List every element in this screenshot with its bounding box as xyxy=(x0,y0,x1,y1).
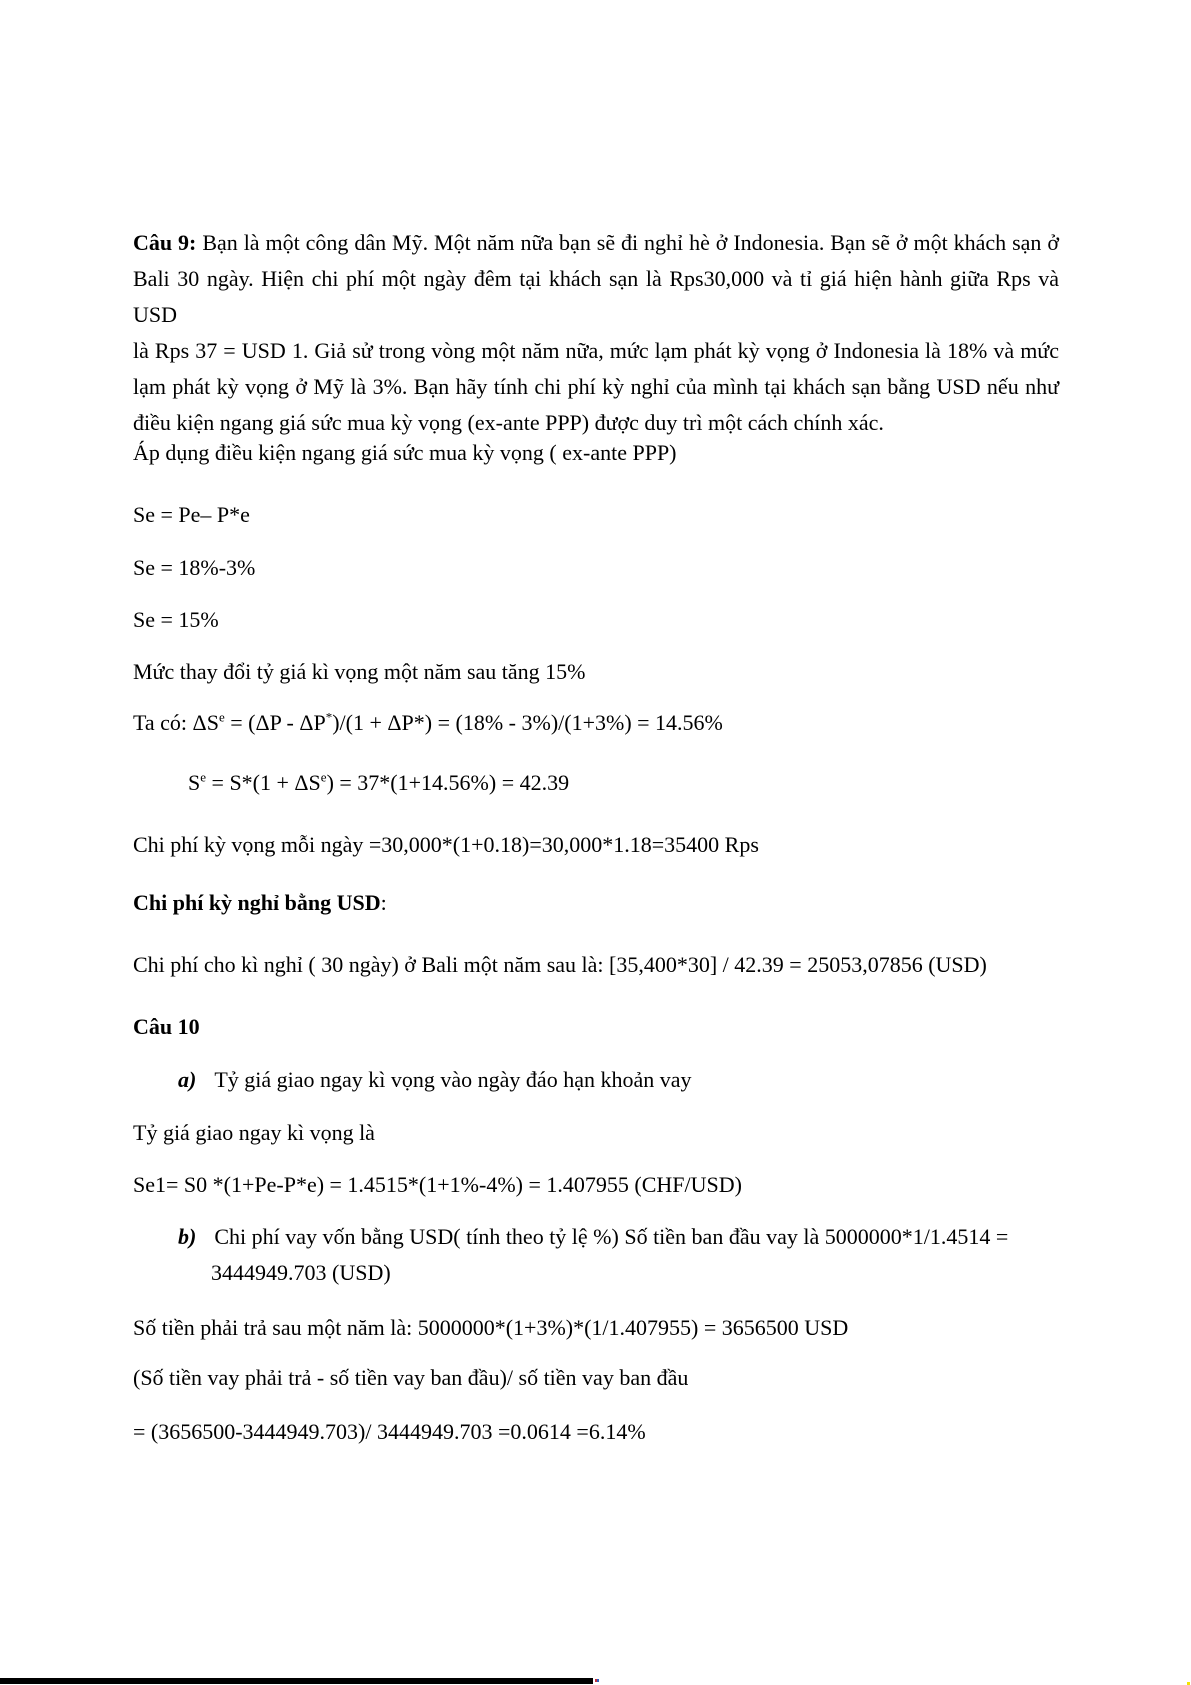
repayment-amount-line: Số tiền phải trả sau một năm là: 5000000*(1+3%)*(1/1.407955) = 3656500 USD xyxy=(133,1315,849,1340)
usd-cost-heading: Chi phí kỳ nghỉ bằng USD: xyxy=(133,890,387,915)
question-10-label: Câu 10 xyxy=(133,1014,200,1039)
item-a-marker: a) xyxy=(178,1067,197,1092)
question-9-line-5: điều kiện ngang giá sức mua kỳ vọng (ex-ante PPP) được duy trì một cách chính xác. xyxy=(133,410,884,435)
item-b-block xyxy=(133,1219,1059,1291)
superscript-e: e xyxy=(218,709,225,725)
se-formula-line-1: Se = Pe– P*e xyxy=(133,502,250,527)
question-9-label: Câu 9: xyxy=(133,230,197,255)
bottom-black-bar xyxy=(0,1678,593,1684)
expected-daily-cost-line: Chi phí kỳ vọng mỗi ngày =30,000*(1+0.18)=30,000*1.18=35400 Rps xyxy=(133,832,759,857)
exchange-rate-change-line: Mức thay đổi tỷ giá kì vọng một năm sau tăng 15% xyxy=(133,659,586,684)
se-formula-line-3: Se = 15% xyxy=(133,607,219,632)
blue-mark xyxy=(597,1679,599,1682)
item-b-marker: b) xyxy=(178,1224,197,1249)
item-b-line-2: 3444949.703 (USD) xyxy=(211,1260,391,1285)
item-a-line: a) Tỷ giá giao ngay kì vọng vào ngày đáo hạn khoản vay xyxy=(178,1067,692,1092)
superscript-e: e xyxy=(320,769,327,785)
apply-ppp-line: Áp dụng điều kiện ngang giá sức mua kỳ vọng ( ex-ante PPP) xyxy=(133,440,677,465)
vacation-cost-line: Chi phí cho kì nghỉ ( 30 ngày) ở Bali một năm sau là: [35,400*30] / 42.39 = 25053,07856 (USD) xyxy=(133,952,987,977)
question-9-line-1: Câu 9: Bạn là một công dân Mỹ. Một năm nữa bạn sẽ đi nghỉ hè ở Indonesia. Bạn sẽ ở một khách sạn ở xyxy=(133,230,1059,255)
loan-ratio-expression-line: (Số tiền vay phải trả - số tiền vay ban đầu)/ số tiền vay ban đầu xyxy=(133,1365,689,1390)
expected-spot-rate-label-line: Tỷ giá giao ngay kì vọng là xyxy=(133,1120,375,1145)
expected-spot-rate-formula-line: $S^e = S*(1 + \Delta S^e) = 37*(1+14.56\%) = 42.39$ xyxy=(188,769,570,795)
question-9-paragraph xyxy=(133,225,1059,441)
delta-s-formula-line: Ta có: $\Delta S^e = (\Delta P - \Delta P^*)/(1 + \Delta P*) = (18\% - 3\%)/(1+3\%) = 14.56\%$ xyxy=(133,709,723,735)
se-formula-line-2: Se = 18%-3% xyxy=(133,555,256,580)
final-result-line: = (3656500-3444949.703)/ 3444949.703 =0.0614 =6.14% xyxy=(133,1419,646,1444)
question-9-line-3: là Rps 37 = USD 1. Giả sử trong vòng một năm nữa, mức lạm phát kỳ vọng ở Indonesia là 18% và mức xyxy=(133,338,1059,363)
superscript-star: * xyxy=(325,709,333,725)
superscript-e: e xyxy=(200,769,207,785)
se1-formula-line: Se1= S0 *(1+Pe-P*e) = 1.4515*(1+1%-4%) = 1.407955 (CHF/USD) xyxy=(133,1172,742,1197)
item-b-line-1: b) Chi phí vay vốn bằng USD( tính theo tỷ lệ %) Số tiền ban đầu vay là 5000000*1/1.4514 = xyxy=(178,1224,1009,1249)
question-9-line-2: Bali 30 ngày. Hiện chi phí một ngày đêm tại khách sạn là Rps30,000 và tỉ giá hiện hành giữa Rps và USD xyxy=(133,266,1059,327)
question-9-line-4: lạm phát kỳ vọng ở Mỹ là 3%. Bạn hãy tính chi phí kỳ nghỉ của mình tại khách sạn bằng USD nếu như xyxy=(133,374,1059,399)
